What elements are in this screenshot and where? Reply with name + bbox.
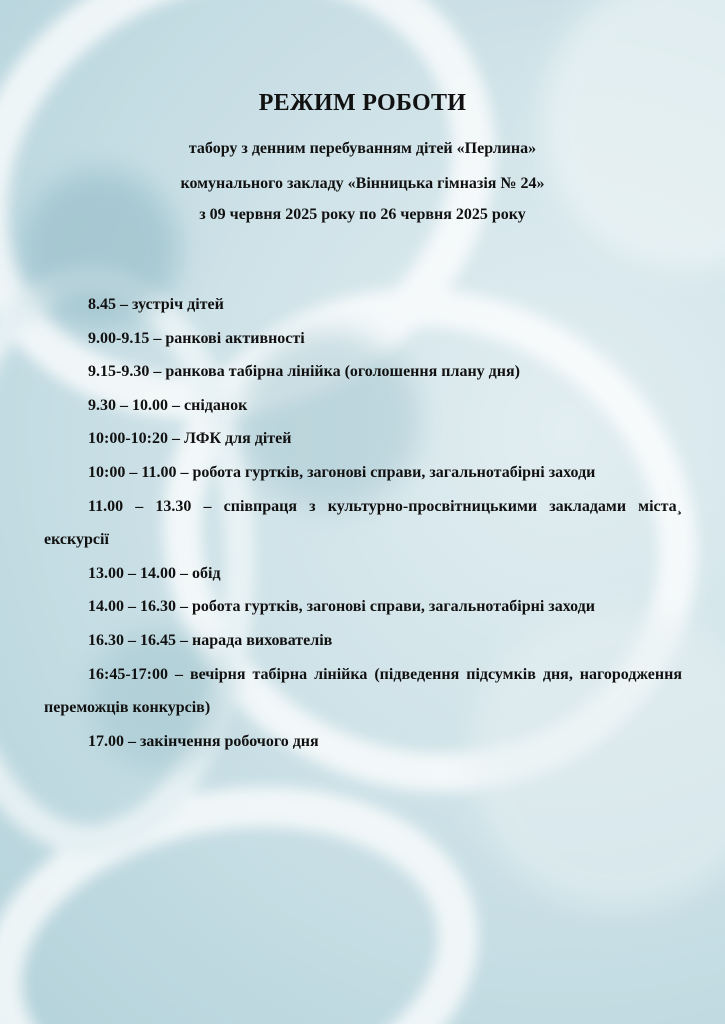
schedule-list [44, 288, 682, 758]
schedule-item: 14.00 – 16.30 – робота гуртків, загонові справи, загальнотабірні заходи [88, 598, 595, 616]
schedule-item: 16:45-17:00 – вечірня табірна лінійка (підведення підсумків дня, нагородження переможців конкурсів) [44, 665, 682, 717]
schedule-item: 9.30 – 10.00 – сніданок [88, 396, 248, 414]
schedule-item: 10:00 – 11.00 – робота гуртків, загонові справи, загальнотабірні заходи [88, 463, 596, 481]
schedule-item: 10:00-10:20 – ЛФК для дітей [88, 430, 292, 448]
schedule-item: 17.00 – закінчення робочого дня [88, 732, 319, 750]
schedule-item: 11.00 – 13.30 – співпраця з культурно-просвітницькими закладами міста¸ екскурсії [44, 497, 682, 549]
subtitle-line-3: з 09 червня 2025 року по 26 червня 2025 року [199, 206, 526, 223]
schedule-item: 16.30 – 16.45 – нарада вихователів [88, 631, 333, 649]
subtitle-line-2: комунального закладу «Вінницька гімназія № 24» [180, 175, 545, 192]
page-title: РЕЖИМ РОБОТИ [258, 90, 467, 116]
schedule-item: 13.00 – 14.00 – обід [88, 564, 221, 582]
schedule-item: 9.15-9.30 – ранкова табірна лінійка (оголошення плану дня) [88, 363, 520, 381]
subtitle-line-1: табору з денним перебуванням дітей «Перлина» [188, 140, 537, 157]
schedule-item: 8.45 – зустріч дітей [88, 296, 224, 313]
schedule-item: 9.00-9.15 – ранкові активності [88, 329, 305, 347]
